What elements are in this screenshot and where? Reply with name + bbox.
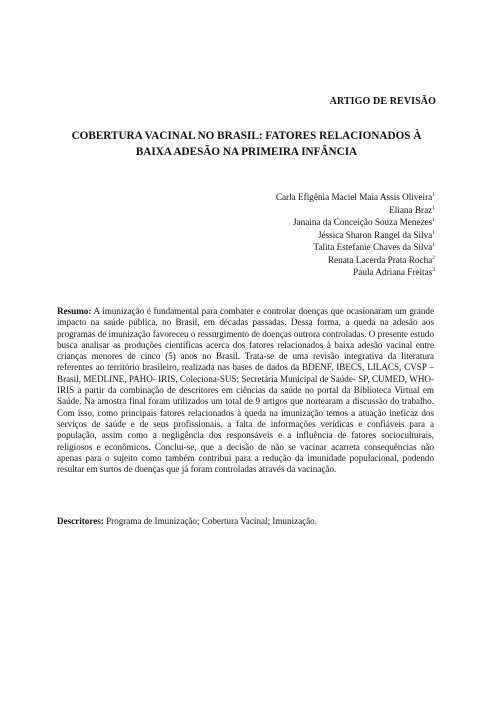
author-name: Jéssica Sharon Rangel da Silva — [317, 229, 433, 240]
author-name: Carla Efigênia Maciel Maia Assis Oliveira — [275, 192, 433, 202]
author-affiliation: 3 — [432, 266, 435, 273]
author-affiliation: 1 — [432, 204, 435, 211]
author — [276, 266, 435, 279]
article-title — [40, 128, 453, 160]
author-name: Eliana Braz — [389, 204, 433, 215]
author — [276, 191, 435, 204]
author — [276, 216, 435, 229]
author-affiliation: 1 — [432, 191, 435, 198]
abstract — [57, 306, 434, 475]
author — [276, 254, 435, 267]
author-affiliation: 1 — [432, 216, 435, 223]
abstract-text: A imunização é fundamental para combater e controlar doenças que ocasionaram um grande impacto na saúde pública, no Brasil, em décadas passadas. Dessa forma, a queda na adesão aos programas de imunização favoreceu o ressurgimento de doenças outrora controladas. O presente estudo busca analisar as produções científicas acerca dos fatores relacionados à baixa adesão vacinal entre crianças menores de cinco (5) anos no Brasil. Trata-se de uma revisão integrativa da literatura referentes ao território brasileiro, realizada nas bases de dados da BDENF, IBECS, LILACS, CVSP – Brasil, MEDLINE, PAHO- IRIS, Coleciona-SUS; Secretária Municipal de Saúde- SP, CUMED, WHO-IRIS a partir da combinação de descritores em ciências da saúde no portal da Biblioteca Virtual em Saúde. Na amostra final foram utilizados um total de 9 artigos que nortearam a discussão do trabalho. Com isso, como principais fatores relacionados à queda na imunização temos a atuação ineficaz dos serviços de saúde e de seus profissionais, a falta de informações verídicas e confiáveis para a população, assim como a negligência dos responsáveis e a influência de fatores socioculturais, religiosos e econômicos. Conclui-se, que a decisão de não se vacinar acarreta consequências não apenas para o sujeito como também contribui para a redução da imunidade populacional, podendo resultar em surtos de doenças que já foram controladas através da vacinação. — [57, 306, 434, 475]
author-affiliation: 1 — [432, 241, 435, 248]
descriptors-label: Descritores: — [57, 516, 104, 526]
author-name: Talita Estefanie Chaves da Silva — [313, 242, 433, 252]
descriptors — [57, 516, 434, 527]
author-name: Renata Lacerda Prata Rocha — [327, 254, 433, 265]
author-affiliation: 1 — [432, 229, 435, 236]
section-label: ARTIGO DE REVISÃO — [329, 96, 436, 107]
abstract-label: Resumo: — [57, 306, 92, 316]
author — [276, 229, 435, 242]
author-affiliation: 2 — [432, 254, 435, 261]
author-list — [276, 191, 435, 279]
title-line: COBERTURA VACINAL NO BRASIL: FATORES RELACIONADOS À — [71, 130, 422, 142]
author-name: Janaina da Conceição Souza Menezes — [292, 217, 433, 227]
descriptors-text: Programa de Imunização; Cobertura Vacinal; Imunização. — [106, 516, 318, 526]
author-name: Paula Adriana Freitas — [353, 267, 433, 277]
author — [276, 204, 435, 217]
author — [276, 241, 435, 254]
title-line: BAIXA ADESÃO NA PRIMEIRA INFÂNCIA — [135, 146, 358, 158]
